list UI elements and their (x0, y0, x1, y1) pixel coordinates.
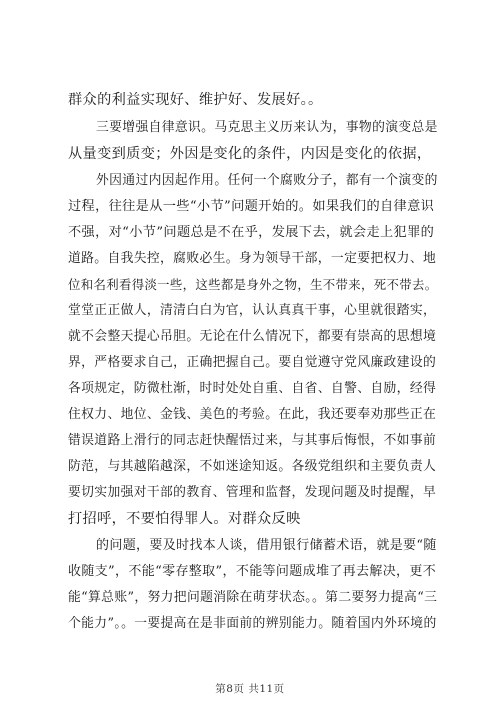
text-line-18: 的问题，要及时找本人谈，借用银行储蓄术语，就是要“随 (96, 538, 437, 553)
text-line-10: 就不会整天提心吊胆。无论在什么情况下，都要有崇高的思想境 (68, 329, 437, 344)
text-line-3: 从量变到质变；外因是变化的条件，内因是变化的依据， (68, 146, 432, 162)
text-line-20: 能“算总账”，努力把问题消除在萌芽状态。。第二要努力提高“三 (68, 590, 438, 605)
text-line-13: 住权力、地位、金钱、美色的考验。在此，我还要奉劝那些正在 (68, 407, 437, 422)
text-line-4: 外因通过内因起作用。任何一个腐败分子，都有一个演变的 (96, 173, 438, 188)
text-line-6: 不强，对“小节”问题总是不在乎，发展下去，就会走上犯罪的 (68, 225, 435, 240)
text-line-8: 位和名利看得淡一些，这些都是身外之物，生不带来，死不带去。 (68, 277, 438, 292)
text-line-2: 三要增强自律意识。马克思主义历来认为，事物的演变总是 (96, 120, 438, 135)
text-line-14: 错误道路上滑行的同志赶快醒悟过来，与其事后悔恨，不如事前 (68, 433, 437, 448)
text-line-5: 过程，往往是从一些“小节”问题开始的。如果我们的自律意识 (68, 199, 435, 214)
text-line-17: 打招呼，不要怕得罪人。对群众反映 (68, 511, 301, 527)
page-number-footer: 第8页 共11页 (215, 683, 285, 695)
text-line-16: 要切实加强对干部的教育、管理和监督，发现问题及时提醒，早 (68, 485, 437, 500)
text-line-7: 道路。自我失控，腐败必生。身为领导干部，一定要把权力、地 (68, 251, 437, 266)
text-line-21: 个能力”。。一要提高在是非面前的辨别能力。随着国内外环境的 (68, 616, 437, 631)
text-line-15: 防范，与其越陷越深，不如迷途知返。各级党组织和主要负责人 (68, 459, 437, 474)
text-line-11: 界，严格要求自己，正确把握自己。要自觉遵守党风廉政建设的 (68, 355, 437, 370)
text-line-19: 收随支”，不能“零存整取”，不能等问题成堆了再去解决，更不 (68, 564, 437, 579)
text-line-1: 群众的利益实现好、维护好、发展好。。 (68, 92, 323, 108)
text-line-9: 堂堂正正做人，清清白白为官，认认真真干事，心里就很踏实， (68, 303, 437, 318)
text-line-12: 各项规定，防微杜渐，时时处处自重、自省、自警、自励，经得 (68, 381, 437, 396)
